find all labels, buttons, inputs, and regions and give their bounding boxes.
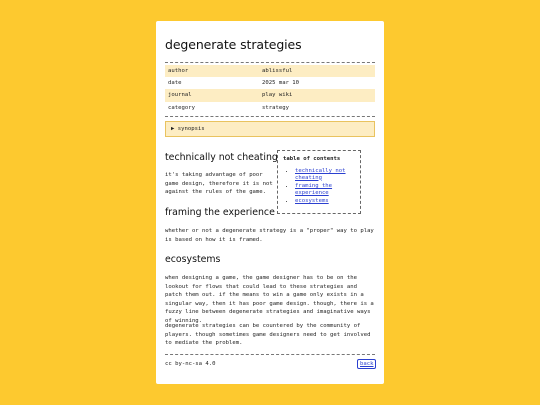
- toc-title: table of contents: [283, 156, 341, 162]
- section-body: degenerate strategies can be countered by the community of players. though sometimes game designers need to get involved to mediate the problem.: [165, 323, 371, 347]
- toc-link-ecosystems[interactable]: ecosystems: [295, 198, 329, 205]
- synopsis-toggle[interactable]: ▶ synopsis: [165, 121, 375, 137]
- toc-list: [283, 168, 355, 205]
- meta-value: 2025 mar 10: [262, 80, 300, 87]
- divider: [165, 116, 375, 117]
- meta-row-journal: [165, 89, 375, 101]
- divider: [165, 62, 375, 63]
- meta-key: journal: [165, 89, 259, 101]
- toc-link-framing-the-experience[interactable]: framing the experience: [295, 183, 333, 196]
- meta-row-date: [165, 77, 375, 89]
- meta-row-category: [165, 102, 375, 114]
- toc-item: [295, 183, 355, 196]
- page-title: degenerate strategies: [165, 37, 302, 52]
- table-of-contents: [277, 150, 361, 214]
- meta-key: date: [168, 80, 182, 87]
- footer-divider: [165, 354, 375, 355]
- metadata-table: [165, 65, 375, 114]
- license-text: cc by-nc-sa 4.0: [165, 361, 216, 367]
- back-button[interactable]: back: [357, 359, 376, 369]
- toc-item: [295, 198, 355, 205]
- section-body: when designing a game, the game designer has to be on the lookout for flows that could lead to these strategies and patch them out. if the means to win a game only exists in a singular way, then it has poor game design. though, there is a fuzzy line between degenerate strategies and imaginative ways of winning.: [165, 275, 374, 324]
- section-body: whether or not a degenerate strategy is a "proper" way to play is based on how it is framed.: [165, 228, 374, 243]
- meta-value: ablissful: [259, 65, 375, 77]
- section-heading-framing-the-experience: framing the experience: [165, 207, 275, 218]
- section-body: it's taking advantage of poor game design, therefore it is not against the rules of the game.: [165, 172, 273, 196]
- meta-key: category: [168, 104, 195, 111]
- meta-row-author: [165, 65, 375, 77]
- meta-key: author: [165, 65, 259, 77]
- meta-value: strategy: [262, 104, 289, 111]
- meta-value: play wiki: [259, 89, 375, 101]
- section-heading-ecosystems: ecosystems: [165, 254, 221, 265]
- toc-link-technically-not-cheating[interactable]: technically not cheating: [295, 168, 346, 181]
- section-heading-technically-not-cheating: technically not cheating: [165, 152, 278, 163]
- toc-item: [295, 168, 355, 181]
